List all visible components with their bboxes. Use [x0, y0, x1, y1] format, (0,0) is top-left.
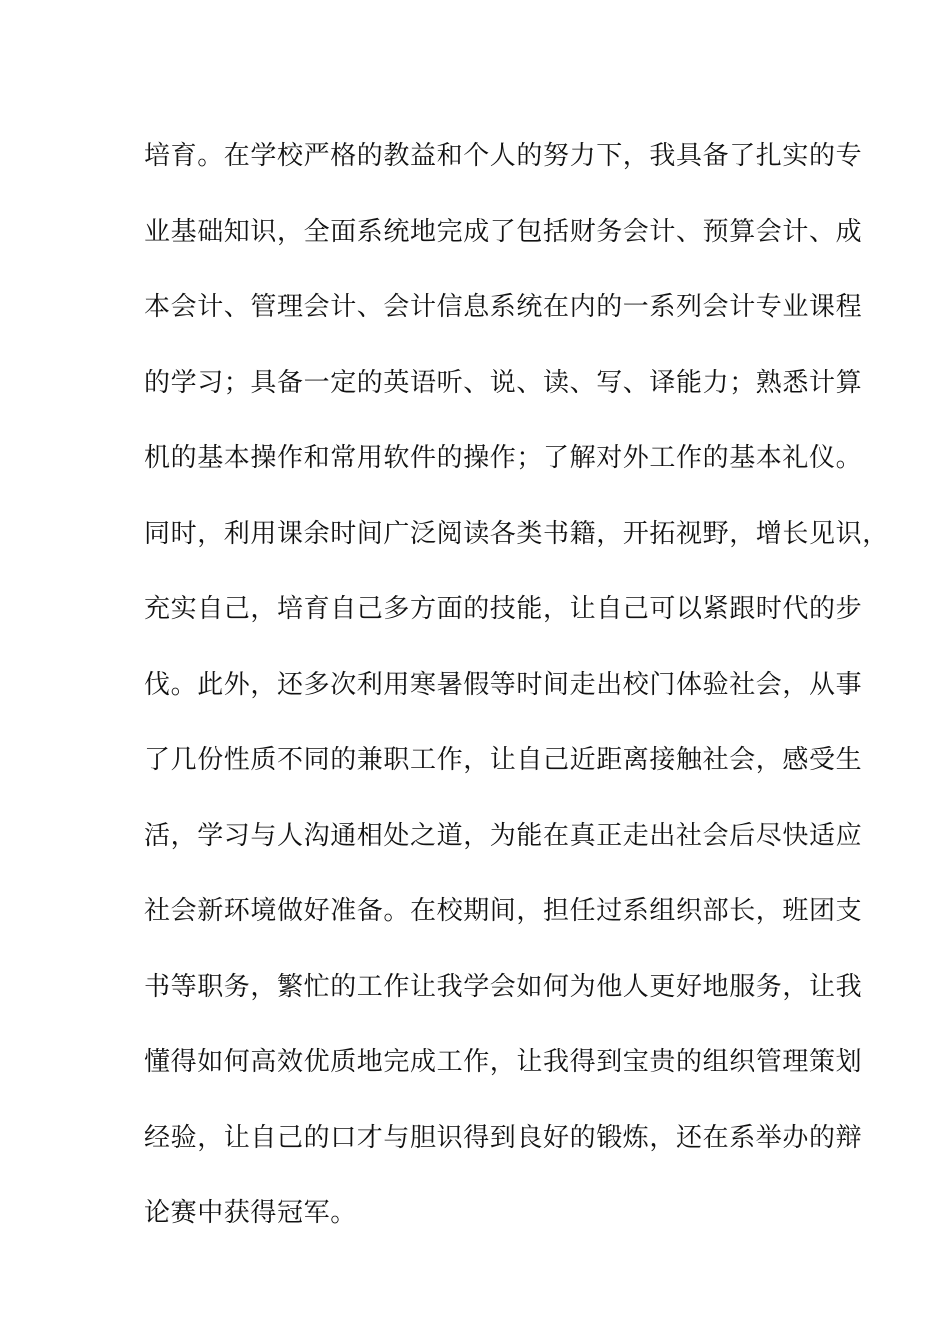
body-paragraph	[144, 128, 889, 1261]
text-line: 书等职务，繁忙的工作让我学会如何为他人更好地服务，让我	[144, 971, 863, 1002]
text-line: 机的基本操作和常用软件的操作；了解对外工作的基本礼仪。	[144, 443, 863, 473]
text-line: 本会计、管理会计、会计信息系统在内的一系列会计专业课程	[144, 292, 863, 322]
text-line: 同时，利用课余时间广泛阅读各类书籍，开拓视野，增长见识，	[144, 518, 889, 549]
text-line: 业基础知识，全面系统地完成了包括财务会计、预算会计、成	[144, 216, 863, 247]
text-line: 充实自己，培育自己多方面的技能，让自己可以紧跟时代的步	[144, 594, 863, 624]
text-line: 伐。此外，还多次利用寒暑假等时间走出校门体验社会，从事	[144, 669, 863, 700]
text-line: 经验，让自己的口才与胆识得到良好的锻炼，还在系举办的辩	[144, 1122, 863, 1153]
text-line: 的学习；具备一定的英语听、说、读、写、译能力；熟悉计算	[144, 367, 863, 398]
text-line: 社会新环境做好准备。在校期间，担任过系组织部长，班团支	[144, 896, 863, 926]
text-line: 活，学习与人沟通相处之道，为能在真正走出社会后尽快适应	[144, 820, 863, 851]
text-line: 了几份性质不同的兼职工作，让自己近距离接触社会，感受生	[144, 745, 863, 775]
text-line: 懂得如何高效优质地完成工作，让我得到宝贵的组织管理策划	[144, 1047, 863, 1077]
text-line: 论赛中获得冠军。	[144, 1198, 357, 1228]
text-line: 培育。在学校严格的教益和个人的努力下，我具备了扎实的专	[144, 141, 863, 171]
